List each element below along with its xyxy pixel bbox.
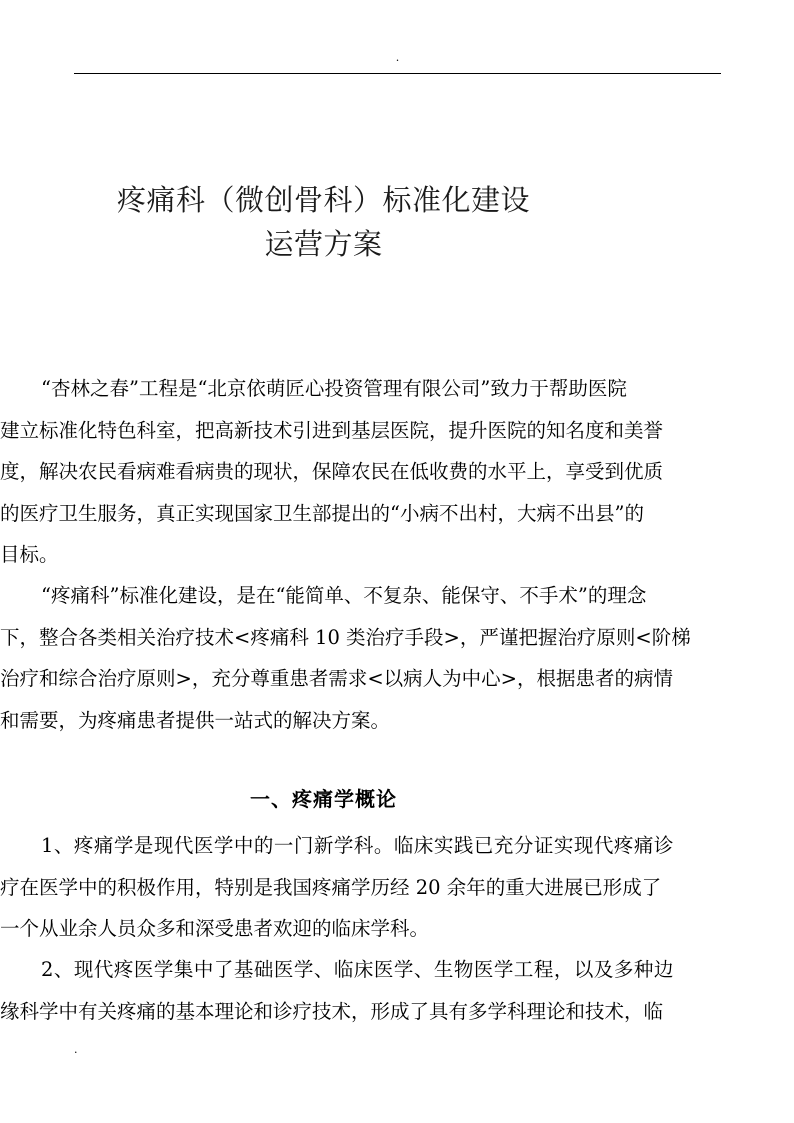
- paragraph-line-text: “杏林之春”工程是“北京依萌匠心投资管理有限公司”致力于帮助医院: [41, 377, 627, 400]
- paragraph-line: 和需要，为疼痛患者提供一站式的解决方案。: [0, 708, 391, 732]
- paragraph-block-intro-xinglin: [0, 368, 664, 576]
- paragraph-line: 缘科学中有关疼痛的基本理论和诊疗技术，形成了具有多学科理论和技术，临: [0, 999, 664, 1023]
- paragraph-line-text: 2、现代疼医学集中了基础医学、临床医学、生物医学工程，以及多种边: [41, 958, 674, 981]
- paragraph-line: 治疗和综合治疗原则>，充分尊重患者需求<以病人为中心>，根据患者的病情: [0, 667, 674, 690]
- paragraph-line: 的医疗卫生服务，真正实现国家卫生部提出的“小病不出村，大病不出县”的: [0, 501, 644, 525]
- paragraph-item-2: [0, 949, 674, 1032]
- paragraph-line: [0, 825, 674, 867]
- paragraph-line: 一个从业余人员众多和深受患者欢迎的临床学科。: [0, 917, 430, 940]
- header-divider-rule: [74, 73, 721, 74]
- paragraph-intro-xinglin: [0, 368, 664, 576]
- paragraph-line: [0, 949, 674, 991]
- header-mark: .: [395, 51, 400, 64]
- paragraph-line-text: “疼痛科”标准化建设，是在“能简单、不复杂、能保守、不手术”的理念: [41, 584, 647, 607]
- paragraph-block-item-2: [0, 949, 674, 1032]
- paragraph-line: 度，解决农民看病难看病贵的现状，保障农民在低收费的水平上，享受到优质: [0, 460, 664, 483]
- paragraph-line: 下，整合各类相关治疗技术<疼痛科 10 类治疗手段>，严谨把握治疗原则<阶梯: [0, 625, 691, 649]
- document-title-line-2: 运营方案: [264, 227, 383, 261]
- paragraph-line: 疗在医学中的积极作用，特别是我国疼痛学历经 20 余年的重大进展已形成了: [0, 875, 662, 899]
- paragraph-block-intro-tengtongke: [0, 575, 691, 741]
- paragraph-line: [0, 368, 647, 410]
- paragraph-line: 建立标准化特色科室，把高新技术引进到基层医院，提升医院的知名度和美誉: [0, 418, 664, 442]
- paragraph-intro-tengtongke: [0, 575, 691, 741]
- paragraph-line: [0, 575, 647, 617]
- document-title: [0, 178, 647, 266]
- section-heading-pain-overview: 一、疼痛学概论: [250, 787, 397, 811]
- footer-mark: .: [74, 1043, 78, 1056]
- paragraph-item-1: [0, 825, 674, 950]
- page-header: [74, 52, 721, 74]
- document-title-line-1: 疼痛科（微创骨科）标准化建设: [116, 183, 530, 217]
- paragraph-block-item-1: [0, 825, 674, 950]
- paragraph-line: 目标。: [0, 543, 59, 566]
- paragraph-line-text: 1、疼痛学是现代医学中的一门新学科。临床实践已充分证实现代疼痛诊: [41, 834, 674, 857]
